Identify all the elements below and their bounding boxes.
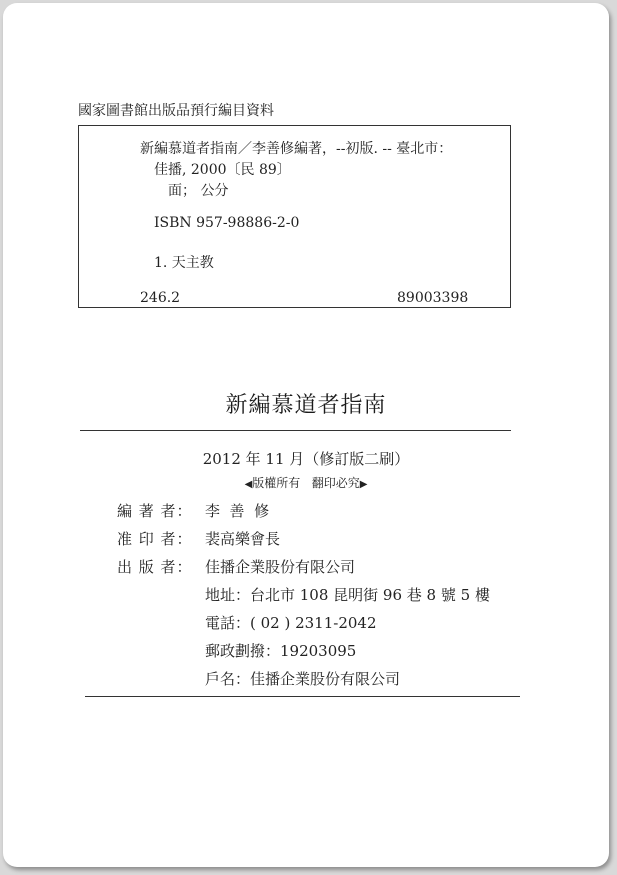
copyright-page	[3, 3, 609, 867]
rights-text: 版權所有 翻印必究	[252, 476, 360, 490]
author-label: 編 著 者：	[117, 502, 193, 520]
edition-line: 2012 年 11 月（修訂版二刷）	[202, 450, 410, 468]
cip-isbn: ISBN 957-98886-2-0	[154, 215, 300, 231]
postal-account: 郵政劃撥：19203095	[205, 642, 357, 660]
right-triangle-icon: ▶	[359, 479, 368, 490]
cip-publisher-line: 佳播, 2000〔民 89〕	[154, 162, 291, 178]
cip-record-box	[78, 125, 511, 308]
cip-class-number: 246.2	[140, 290, 181, 306]
publisher-label: 出 版 者：	[117, 558, 193, 576]
cip-title-line: 新編慕道者指南／李善修編著，--初版. -- 臺北市：	[140, 141, 453, 157]
rights-notice	[3, 474, 609, 491]
bottom-rule	[85, 696, 520, 697]
cip-record-number: 89003398	[397, 290, 469, 306]
imprimatur-value: 裴高樂會長	[205, 530, 281, 548]
imprimatur-label: 准 印 者：	[117, 530, 193, 548]
publisher-phone: 電話：( 02 ) 2311-2042	[205, 614, 377, 632]
book-title: 新編慕道者指南	[225, 393, 387, 418]
cip-header: 國家圖書館出版品預行編目資料	[78, 103, 274, 119]
author-value: 李 善 修	[205, 502, 270, 520]
cip-physical-line: 面； 公分	[168, 183, 229, 199]
title-rule	[80, 430, 511, 431]
publisher-address: 地址：台北市 108 昆明街 96 巷 8 號 5 樓	[205, 586, 490, 604]
account-name: 戶名：佳播企業股份有限公司	[205, 670, 401, 688]
cip-subject: 1. 天主教	[154, 255, 214, 271]
left-triangle-icon: ◀	[244, 479, 253, 490]
publisher-value: 佳播企業股份有限公司	[205, 558, 356, 576]
